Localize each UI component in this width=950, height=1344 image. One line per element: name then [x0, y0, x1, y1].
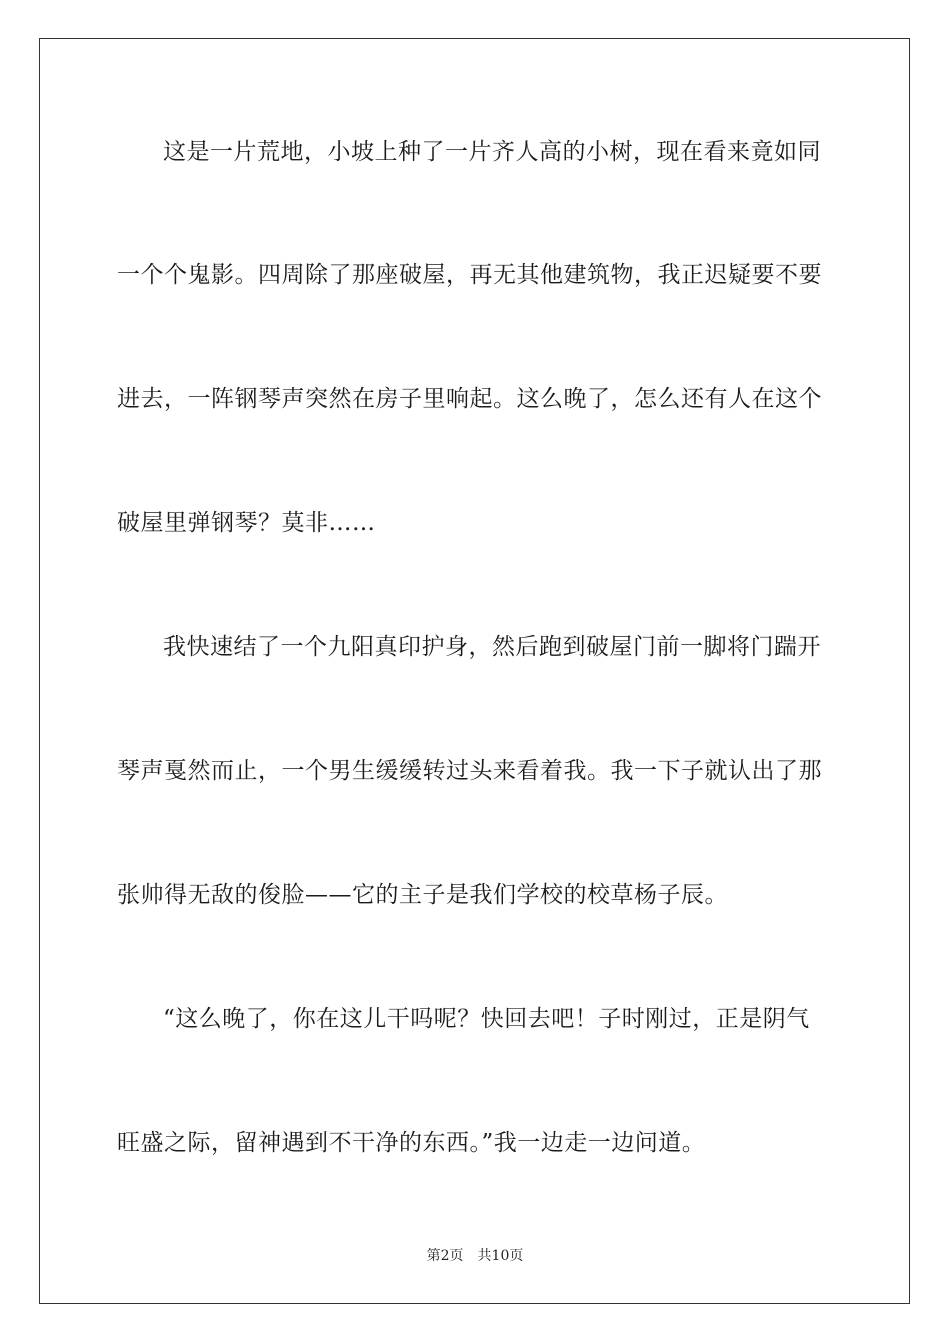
page-number: 第2页 — [426, 1248, 464, 1264]
paragraph-line: “这么晚了，你在这儿干吗呢？快回去吧！子时刚过，正是阴气 — [163, 1006, 810, 1032]
page-border — [39, 38, 910, 1304]
paragraph-line: 进去，一阵钢琴声突然在房子里响起。这么晚了，怎么还有人在这个 — [117, 386, 822, 412]
paragraph-line: 我快速结了一个九阳真印护身，然后跑到破屋门前一脚将门踹开 — [163, 634, 821, 660]
paragraph-line: 破屋里弹钢琴？莫非…… — [117, 510, 376, 536]
page-footer — [0, 1247, 950, 1265]
page-total: 共10页 — [477, 1248, 524, 1264]
paragraph-line: 一个个鬼影。四周除了那座破屋，再无其他建筑物，我正迟疑要不要 — [117, 262, 822, 288]
paragraph-line: 这是一片荒地，小坡上种了一片齐人高的小树，现在看来竟如同 — [163, 139, 821, 165]
paragraph-line: 张帅得无敌的俊脸——它的主子是我们学校的校草杨子辰。 — [117, 882, 728, 908]
paragraph-line: 旺盛之际，留神遇到不干净的东西。”我一边走一边问道。 — [117, 1130, 706, 1156]
paragraph-line: 琴声戛然而止，一个男生缓缓转过头来看着我。我一下子就认出了那 — [117, 758, 822, 784]
